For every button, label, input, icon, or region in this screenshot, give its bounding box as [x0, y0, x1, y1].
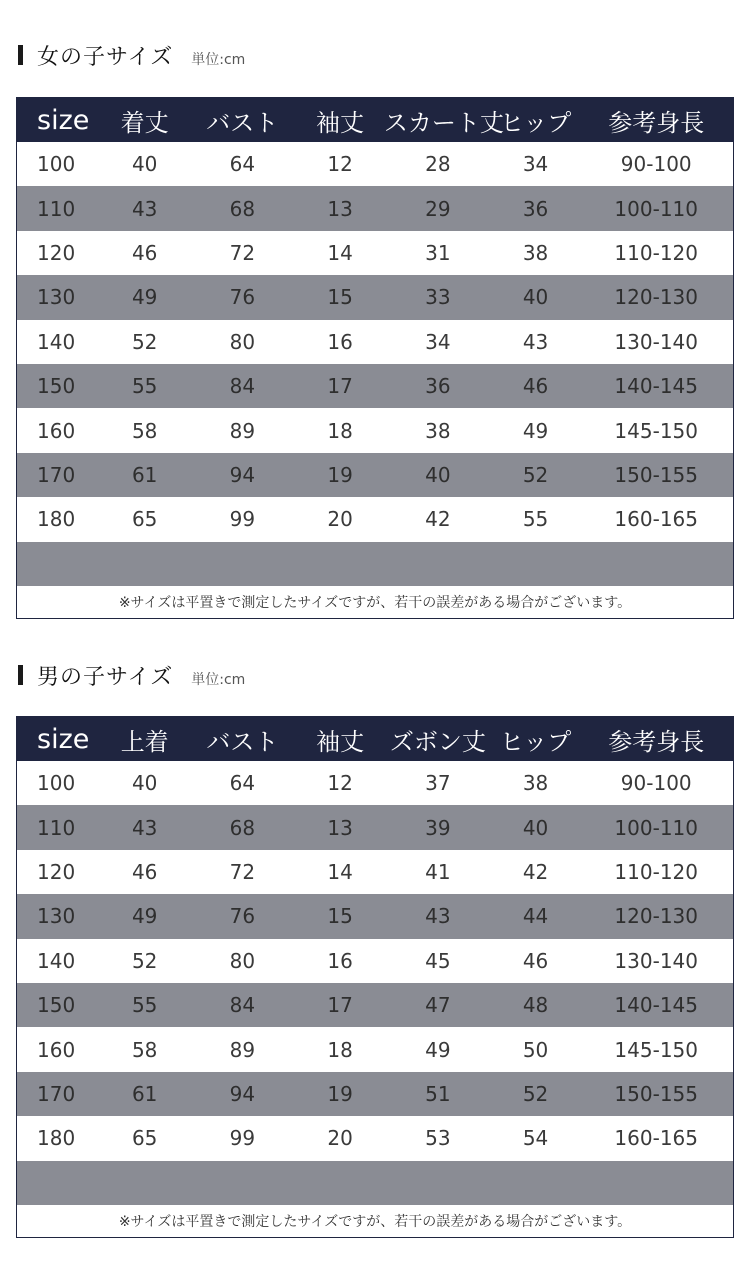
header-height: 参考身長	[608, 727, 705, 756]
table-cell: 160-165	[614, 1126, 698, 1151]
table-row	[17, 142, 733, 186]
boys-unit-label: 単位:cm	[191, 672, 246, 688]
table-cell: 20	[327, 1126, 353, 1151]
table-cell: 33	[425, 285, 451, 310]
table-cell: 120-130	[614, 285, 698, 310]
table-cell: 19	[327, 1081, 353, 1106]
table-cell: 14	[327, 859, 353, 884]
table-cell: 46	[131, 859, 158, 884]
girls-empty-row	[17, 542, 733, 586]
table-cell: 44	[522, 904, 549, 929]
header-size: size	[37, 104, 90, 136]
boys-section-heading	[18, 660, 245, 690]
table-cell: 61	[131, 1081, 158, 1106]
girls-table-header	[17, 98, 733, 142]
header-sleeve: 袖丈	[315, 108, 364, 137]
table-cell: 145-150	[614, 418, 698, 443]
table-cell: 46	[131, 240, 158, 265]
table-cell: 52	[131, 948, 158, 973]
table-cell: 58	[131, 1037, 158, 1062]
table-cell: 52	[522, 462, 549, 487]
table-cell: 16	[327, 329, 353, 354]
table-cell: 38	[522, 771, 549, 796]
table-cell: 170	[37, 1081, 76, 1106]
table-cell: 90-100	[620, 771, 692, 796]
table-cell: 120-130	[614, 904, 698, 929]
table-cell: 28	[425, 152, 451, 177]
table-cell: 64	[229, 152, 256, 177]
table-row	[17, 983, 733, 1027]
table-cell: 55	[131, 374, 158, 399]
table-cell: 18	[327, 418, 353, 443]
header-skirt-length: スカート丈	[383, 108, 504, 137]
table-cell: 47	[425, 993, 451, 1018]
table-cell: 55	[131, 993, 158, 1018]
table-cell: 36	[425, 374, 451, 399]
table-row	[17, 408, 733, 452]
table-cell: 18	[327, 1037, 353, 1062]
table-cell: 48	[522, 993, 549, 1018]
table-cell: 150-155	[614, 462, 698, 487]
table-cell: 94	[229, 1081, 256, 1106]
table-cell: 45	[425, 948, 451, 973]
girls-unit-label: 単位:cm	[191, 52, 246, 68]
table-cell: 64	[229, 771, 256, 796]
table-cell: 76	[229, 285, 256, 310]
table-cell: 68	[229, 196, 256, 221]
table-row	[17, 453, 733, 497]
girls-section-title: 女の子サイズ	[37, 45, 174, 70]
table-row	[17, 1027, 733, 1071]
table-cell: 13	[327, 815, 353, 840]
table-cell: 61	[131, 462, 158, 487]
table-cell: 52	[522, 1081, 549, 1106]
table-row	[17, 186, 733, 230]
table-cell: 72	[229, 859, 256, 884]
table-cell: 53	[425, 1126, 451, 1151]
header-sleeve: 袖丈	[316, 727, 365, 756]
table-row	[17, 1116, 733, 1160]
table-row	[17, 805, 733, 849]
girls-section-heading	[18, 40, 245, 70]
table-cell: 150-155	[614, 1081, 698, 1106]
table-cell: 150	[37, 374, 76, 399]
table-row	[17, 939, 733, 983]
table-cell: 20	[327, 507, 353, 532]
table-cell: 130-140	[614, 329, 698, 354]
table-cell: 180	[37, 507, 76, 532]
table-cell: 170	[37, 462, 76, 487]
table-cell: 41	[425, 859, 451, 884]
boys-empty-row	[17, 1161, 733, 1205]
table-cell: 43	[131, 196, 158, 221]
table-cell: 180	[37, 1126, 76, 1151]
table-cell: 72	[229, 240, 256, 265]
table-cell: 145-150	[614, 1037, 698, 1062]
header-hip: ヒップ	[500, 108, 572, 137]
table-cell: 43	[425, 904, 451, 929]
table-cell: 160	[37, 418, 76, 443]
table-cell: 49	[131, 285, 158, 310]
table-row	[17, 497, 733, 541]
table-cell: 17	[327, 374, 353, 399]
table-cell: 100-110	[614, 815, 698, 840]
table-cell: 80	[229, 329, 256, 354]
header-height: 参考身長	[608, 108, 705, 137]
girls-size-table	[16, 97, 734, 619]
table-cell: 49	[131, 904, 158, 929]
boys-table-header	[17, 717, 733, 761]
header-length: 着丈	[120, 108, 169, 137]
table-cell: 65	[131, 507, 158, 532]
boys-section-title: 男の子サイズ	[37, 665, 174, 690]
table-cell: 40	[131, 152, 158, 177]
table-cell: 54	[522, 1126, 549, 1151]
table-cell: 140	[37, 329, 76, 354]
table-cell: 12	[327, 152, 353, 177]
table-row	[17, 850, 733, 894]
table-cell: 140-145	[614, 374, 698, 399]
table-cell: 140	[37, 948, 76, 973]
table-cell: 52	[131, 329, 158, 354]
table-cell: 100-110	[614, 196, 698, 221]
table-cell: 51	[425, 1081, 451, 1106]
boys-note: ※サイズは平置きで測定したサイズですが、若干の誤差がある場合がございます。	[17, 1205, 733, 1237]
boys-size-table	[16, 716, 734, 1238]
table-cell: 40	[131, 771, 158, 796]
table-cell: 29	[425, 196, 451, 221]
table-cell: 55	[522, 507, 549, 532]
table-cell: 36	[522, 196, 549, 221]
table-cell: 31	[425, 240, 451, 265]
header-bust: バスト	[206, 727, 279, 756]
table-cell: 140-145	[614, 993, 698, 1018]
table-cell: 46	[522, 374, 549, 399]
table-cell: 39	[425, 815, 451, 840]
table-cell: 89	[229, 418, 256, 443]
table-cell: 110-120	[614, 859, 698, 884]
table-cell: 49	[522, 418, 549, 443]
table-cell: 43	[131, 815, 158, 840]
table-cell: 46	[522, 948, 549, 973]
table-cell: 80	[229, 948, 256, 973]
table-cell: 13	[327, 196, 353, 221]
table-cell: 120	[37, 240, 76, 265]
table-row	[17, 761, 733, 805]
table-cell: 50	[522, 1037, 549, 1062]
table-cell: 38	[522, 240, 549, 265]
table-cell: 76	[229, 904, 256, 929]
table-cell: 14	[327, 240, 353, 265]
table-cell: 58	[131, 418, 158, 443]
table-cell: 40	[522, 285, 549, 310]
table-row	[17, 275, 733, 319]
table-cell: 150	[37, 993, 76, 1018]
header-pants-length: ズボン丈	[389, 727, 486, 756]
table-row	[17, 1072, 733, 1116]
table-cell: 84	[229, 374, 256, 399]
table-cell: 34	[522, 152, 549, 177]
table-cell: 94	[229, 462, 256, 487]
header-bust: バスト	[206, 108, 279, 137]
heading-bar-icon	[18, 665, 23, 685]
heading-bar-icon	[18, 45, 23, 65]
table-cell: 100	[37, 771, 76, 796]
girls-table-body	[17, 142, 733, 542]
table-cell: 68	[229, 815, 256, 840]
table-cell: 42	[522, 859, 549, 884]
table-row	[17, 320, 733, 364]
table-cell: 99	[229, 1126, 256, 1151]
table-row	[17, 364, 733, 408]
table-cell: 110-120	[614, 240, 698, 265]
table-cell: 34	[425, 329, 451, 354]
table-cell: 100	[37, 152, 76, 177]
table-cell: 120	[37, 859, 76, 884]
table-cell: 40	[425, 462, 451, 487]
table-cell: 12	[327, 771, 353, 796]
table-cell: 65	[131, 1126, 158, 1151]
table-cell: 19	[327, 462, 353, 487]
table-cell: 160	[37, 1037, 76, 1062]
table-cell: 17	[327, 993, 353, 1018]
table-row	[17, 231, 733, 275]
table-cell: 16	[327, 948, 353, 973]
table-cell: 89	[229, 1037, 256, 1062]
header-jacket: 上着	[120, 727, 169, 756]
table-cell: 90-100	[620, 152, 692, 177]
table-cell: 37	[425, 771, 451, 796]
table-cell: 99	[229, 507, 256, 532]
header-hip: ヒップ	[499, 727, 572, 756]
table-cell: 110	[37, 815, 76, 840]
table-cell: 160-165	[614, 507, 698, 532]
girls-note: ※サイズは平置きで測定したサイズですが、若干の誤差がある場合がございます。	[17, 586, 733, 618]
table-cell: 130	[37, 904, 76, 929]
table-cell: 15	[327, 285, 353, 310]
table-cell: 84	[229, 993, 256, 1018]
header-size: size	[37, 723, 90, 755]
table-cell: 110	[37, 196, 76, 221]
table-cell: 38	[425, 418, 451, 443]
boys-table-body	[17, 761, 733, 1161]
table-cell: 130-140	[614, 948, 698, 973]
table-cell: 49	[425, 1037, 451, 1062]
table-cell: 40	[522, 815, 549, 840]
table-cell: 15	[327, 904, 353, 929]
table-row	[17, 894, 733, 938]
table-cell: 130	[37, 285, 76, 310]
table-cell: 42	[425, 507, 451, 532]
table-cell: 43	[522, 329, 549, 354]
